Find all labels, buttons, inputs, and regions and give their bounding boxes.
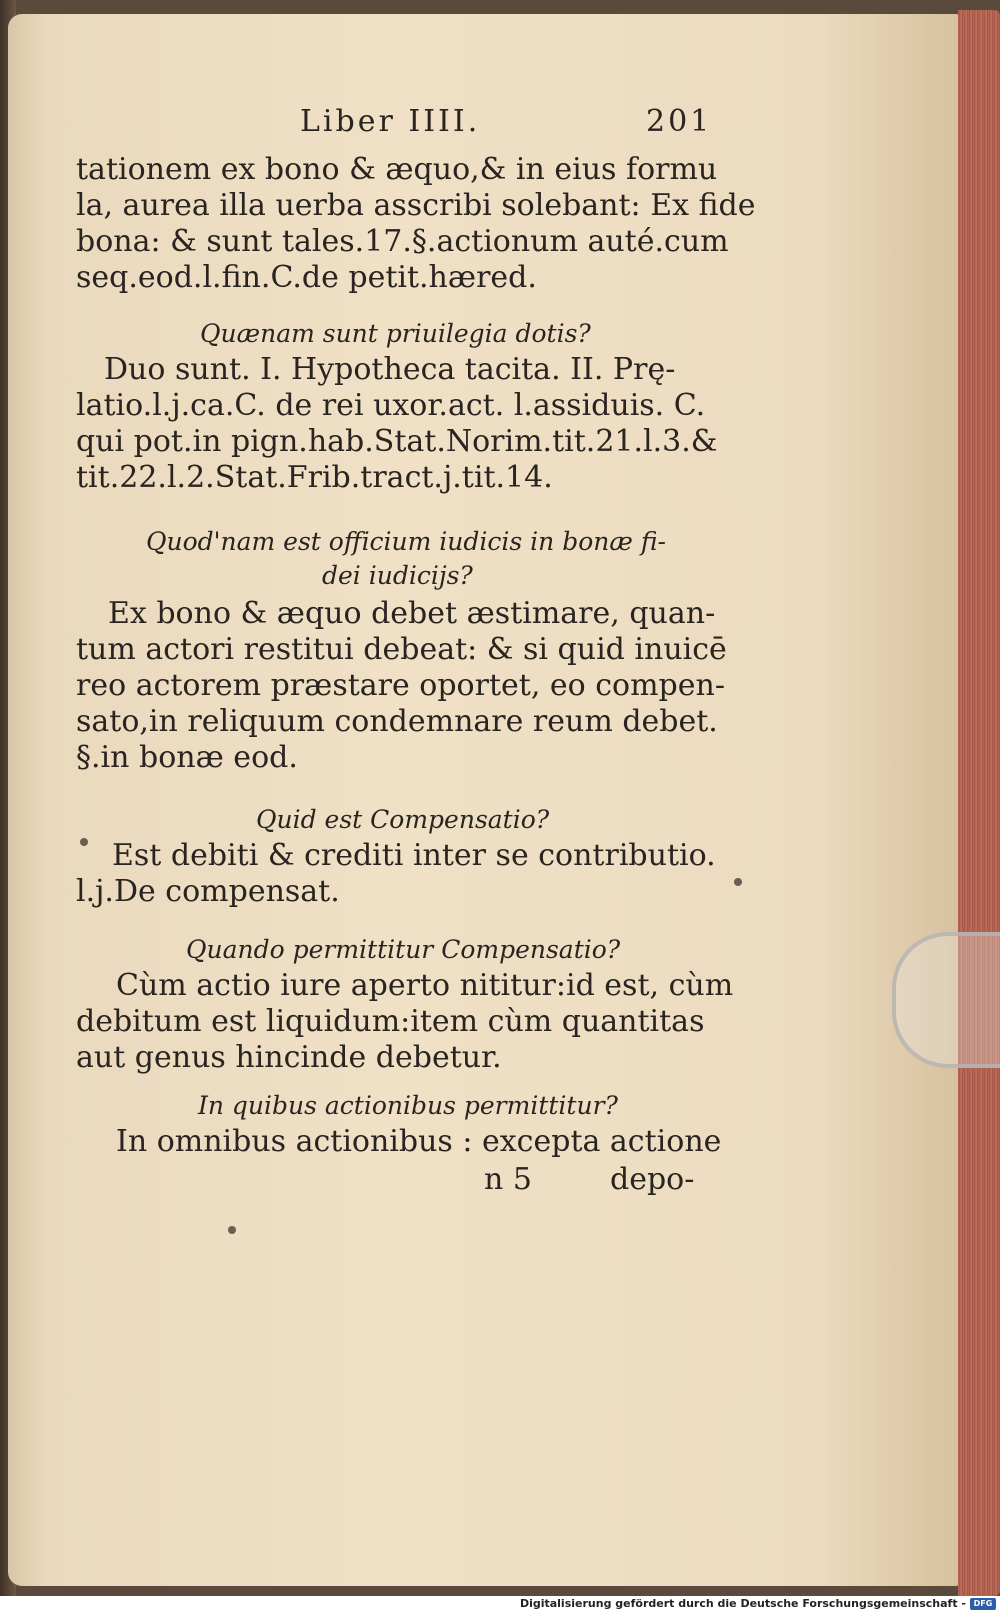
answer-line: reo actorem præstare oportet, eo compen- bbox=[76, 668, 725, 703]
answer-line: tum actori restitui debeat: & si quid inuicē bbox=[76, 632, 727, 667]
footer-bar bbox=[0, 1596, 1000, 1613]
answer-line: Ex bono & æquo debet æstimare, quan- bbox=[108, 596, 716, 631]
text-line: tationem ex bono & æquo,& in eius formu bbox=[76, 152, 718, 187]
answer-line: latio.l.j.ca.C. de rei uxor.act. l.assiduis. C. bbox=[76, 388, 706, 423]
answer-line: Est debiti & crediti inter se contributio. bbox=[112, 838, 716, 873]
answer-line: Cùm actio iure aperto nititur:id est, cùm bbox=[116, 968, 734, 1003]
text-line: la, aurea illa uerba asscribi solebant: Ex fide bbox=[76, 188, 756, 223]
paper-spot bbox=[80, 838, 88, 846]
answer-line: debitum est liquidum:item cùm quantitas bbox=[76, 1004, 705, 1039]
catchword: depo- bbox=[610, 1162, 695, 1197]
question-heading: Quid est Compensatio? bbox=[256, 805, 550, 834]
answer-line: In omnibus actionibus : excepta actione bbox=[116, 1124, 722, 1159]
signature-mark: n 5 bbox=[484, 1162, 532, 1197]
answer-line: §.in bonæ eod. bbox=[76, 740, 298, 775]
question-heading: Quando permittitur Compensatio? bbox=[186, 935, 621, 964]
text-line: seq.eod.l.fin.C.de petit.hæred. bbox=[76, 260, 537, 295]
answer-line: Duo sunt. I. Hypotheca tacita. II. Prę- bbox=[104, 352, 676, 387]
answer-line: qui pot.in pign.hab.Stat.Norim.tit.21.l.3.& bbox=[76, 424, 718, 459]
paper-spot bbox=[228, 1226, 236, 1234]
answer-line: aut genus hincinde debetur. bbox=[76, 1040, 502, 1075]
dfg-logo: DFG bbox=[970, 1598, 996, 1610]
question-heading: Quænam sunt priuilegia dotis? bbox=[200, 319, 591, 348]
running-head: Liber IIII. bbox=[300, 104, 481, 139]
paper-spot bbox=[734, 878, 742, 886]
question-heading: dei iudicijs? bbox=[322, 561, 473, 590]
answer-line: l.j.De compensat. bbox=[76, 874, 340, 909]
page-fore-edge bbox=[958, 10, 1000, 1596]
page-number: 201 bbox=[646, 104, 713, 139]
answer-line: sato,in reliquum condemnare reum debet. bbox=[76, 704, 718, 739]
text-line: bona: & sunt tales.17.§.actionum auté.cum bbox=[76, 224, 729, 259]
funding-credit: Digitalisierung gefördert durch die Deutsche Forschungsgemeinschaft - bbox=[519, 1597, 966, 1610]
answer-line: tit.22.l.2.Stat.Frib.tract.j.tit.14. bbox=[76, 460, 553, 495]
question-heading: Quod'nam est officium iudicis in bonæ fi- bbox=[146, 527, 666, 556]
question-heading: In quibus actionibus permittitur? bbox=[198, 1091, 618, 1120]
